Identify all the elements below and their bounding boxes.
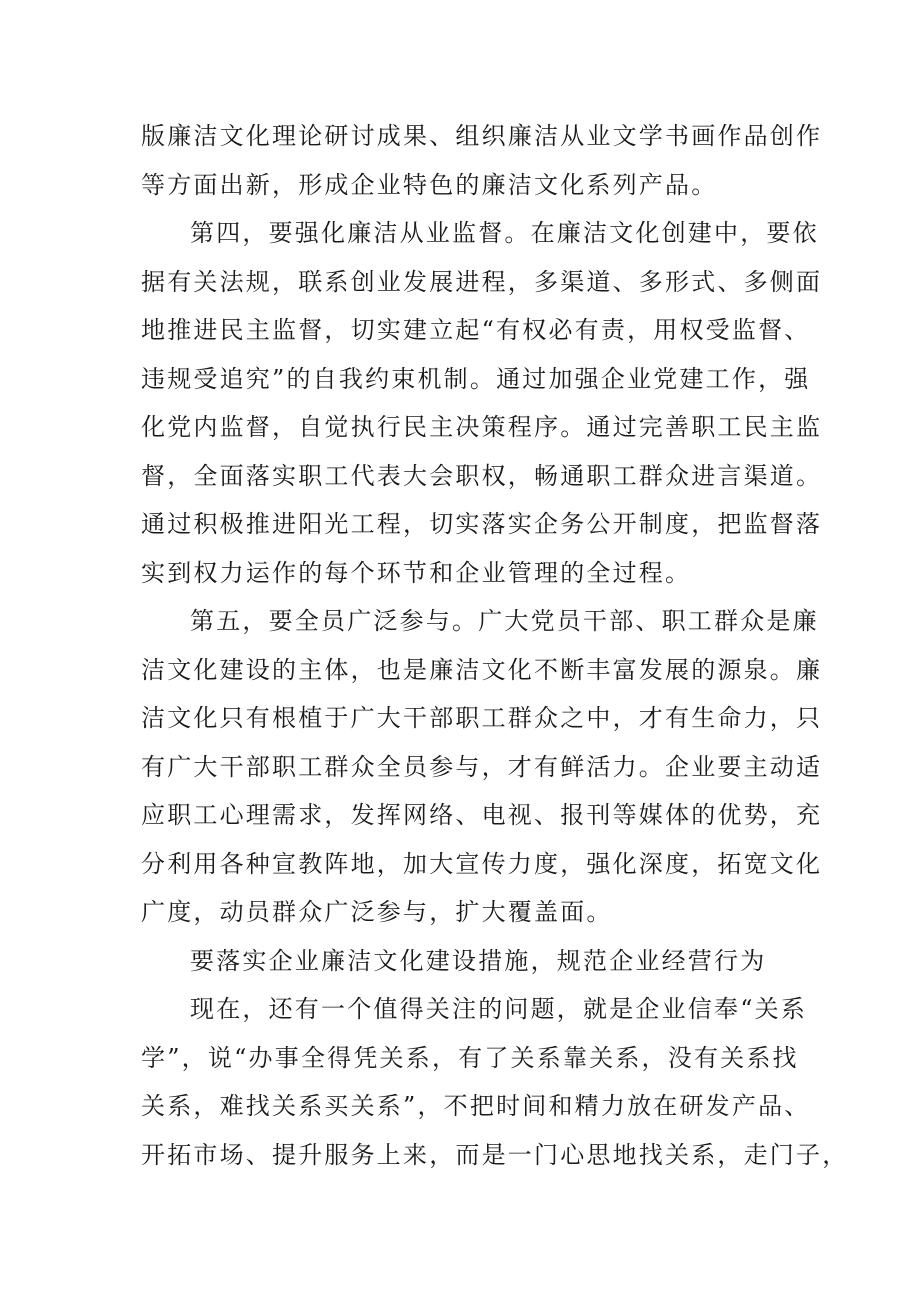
text-line: 洁文化只有根植于广大干部职工群众之中，才有生命力，只 [141, 704, 823, 732]
text-line: 洁文化建设的主体，也是廉洁文化不断丰富发展的源泉。廉 [141, 655, 823, 684]
text-line: 地推进民主监督，切实建立起“有权必有责，用权受监督、 [141, 316, 811, 344]
text-line: 广度，动员群众广泛参与，扩大覆盖面。 [141, 898, 613, 926]
text-line: 应职工心理需求，发挥网络、电视、报刊等媒体的优势，充 [141, 801, 823, 829]
text-line: 实到权力运作的每个环节和企业管理的全过程。 [141, 558, 692, 587]
body-text [141, 112, 849, 1179]
section-heading: 要落实企业廉洁文化建设措施，规范企业经营行为 [190, 946, 767, 975]
text-line: 有广大干部职工群众全员参与，才有鲜活力。企业要主动适 [141, 752, 823, 781]
text-line: 通过积极推进阳光工程，切实落实企务公开制度，把监督落 [141, 510, 823, 538]
text-line: 学”，说“办事全得凭关系，有了关系靠关系，没有关系找 [141, 1043, 799, 1072]
text-line: 分利用各种宣教阵地，加大宣传力度，强化深度，拓宽文化 [141, 849, 823, 878]
paragraph-start-line: 现在，还有一个值得关注的问题，就是企业信奉“关系 [190, 995, 808, 1023]
text-line: 关系，难找关系买关系”，不把时间和精力放在研发产品、 [141, 1092, 811, 1120]
text-line: 开拓市场、提升服务上来，而是一门心思地找关系，走门子， [141, 1140, 849, 1169]
text-line: 版廉洁文化理论研讨成果、组织廉洁从业文学书画作品创作 [141, 122, 823, 150]
text-line: 化党内监督，自觉执行民主决策程序。通过完善职工民主监 [141, 413, 823, 441]
text-line: 督，全面落实职工代表大会职权，畅通职工群众进言渠道。 [141, 461, 823, 490]
text-line: 据有关法规，联系创业发展进程，多渠道、多形式、多侧面 [141, 267, 823, 296]
text-line: 违规受追究”的自我约束机制。通过加强企业党建工作，强 [141, 364, 811, 393]
paragraph-start-line: 第四，要强化廉洁从业监督。在廉洁文化创建中，要依 [190, 219, 819, 247]
text-line: 等方面出新，形成企业特色的廉洁文化系列产品。 [141, 170, 718, 199]
paragraph-start-line: 第五，要全员广泛参与。广大党员干部、职工群众是廉 [190, 607, 819, 635]
